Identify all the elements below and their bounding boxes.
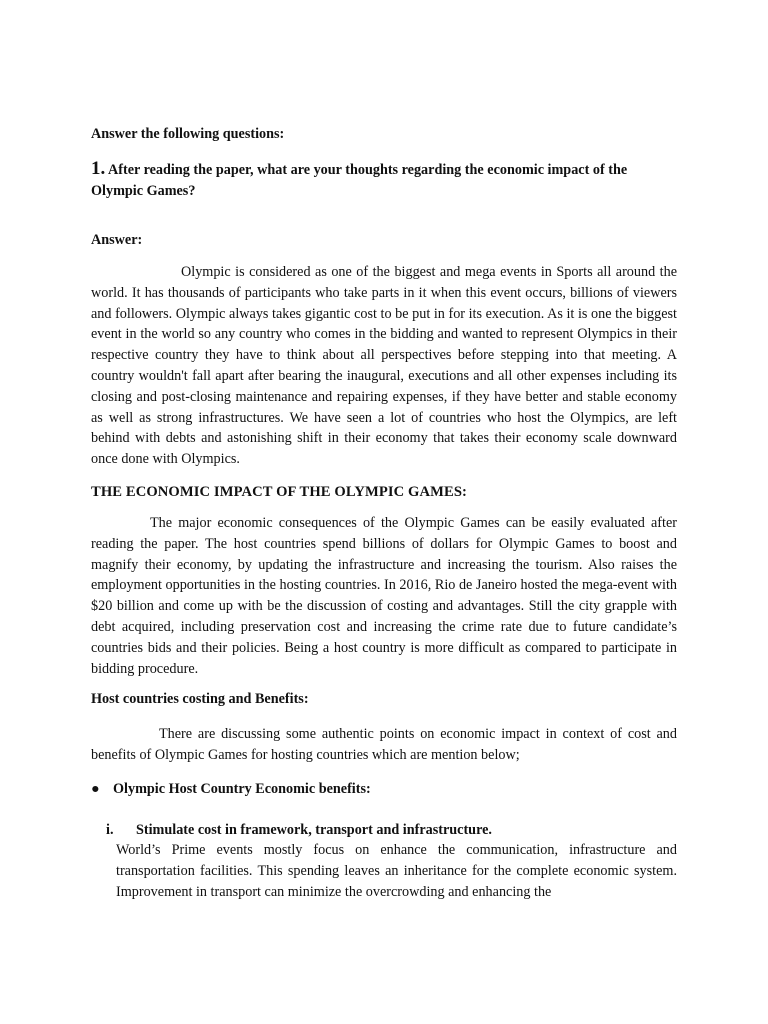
answer-label: Answer: bbox=[91, 232, 143, 248]
bullet-label: Olympic Host Country Economic benefits: bbox=[113, 781, 371, 797]
instruction-heading: Answer the following questions: bbox=[91, 126, 285, 142]
question-1 bbox=[91, 159, 681, 201]
subheading-costing-benefits: Host countries costing and Benefits: bbox=[91, 691, 309, 707]
bullet-item bbox=[91, 779, 371, 800]
section-heading: THE ECONOMIC IMPACT OF THE OLYMPIC GAMES: bbox=[91, 484, 467, 500]
intro-paragraph: There are discussing some authentic points on economic impact in context of cost and benefits of Olympic Games for hosting countries which are mention below; bbox=[91, 726, 677, 763]
answer-paragraph: Olympic is considered as one of the biggest and mega events in Sports all around the world. It has thousands of participants who take parts in it when this event occurs, billions of viewers and followers. Olympic always takes gigantic cost to be put in for its execution. As it is one the biggest event in the world so any country who comes in the bidding and wanted to represent Olympics in their respective country they have to think about all perspectives before stepping into that meeting. A country wouldn't fall apart after bearing the inaugural, executions and all other expenses including its closing and post-closing maintenance and repairing expenses, if they have better and stable economy as well as strong infrastructures. We have seen a lot of countries who host the Olympics, are left behind with debts and astonishing shift in their economy that takes their economy scale downward once done with Olympics. bbox=[91, 264, 677, 468]
subitem bbox=[106, 820, 492, 841]
question-text: After reading the paper, what are your thoughts regarding the economic impact of the Olympic Games? bbox=[91, 162, 628, 199]
bullet-icon: ● bbox=[91, 781, 100, 797]
subitem-paragraph: World’s Prime events mostly focus on enhance the communication, infrastructure and transportation facilities. This spending leaves an inheritance for the complete economic system. Improvement in transport can minimize the overcrowding and enhancing the bbox=[116, 842, 677, 900]
question-number: 1. bbox=[91, 158, 106, 179]
subitem-number: i. bbox=[106, 822, 114, 838]
section-paragraph: The major economic consequences of the Olympic Games can be easily evaluated after reading the paper. The host countries spend billions of dollars for Olympic Games to boost and magnify their economy, by updating the infrastructure and increasing the tourism. Also raises the employment opportunities in the hosting countries. In 2016, Rio de Janeiro hosted the mega-event with $20 billion and come up with be the discussion of costing and advantages. Still the city grapple with debt acquired, including preservation cost and increasing the crime rate due to future candidate’s countries bids and their policies. Being a host country is more difficult as compared to participate in bidding procedure. bbox=[91, 515, 677, 677]
subitem-label: Stimulate cost in framework, transport and infrastructure. bbox=[136, 822, 492, 838]
